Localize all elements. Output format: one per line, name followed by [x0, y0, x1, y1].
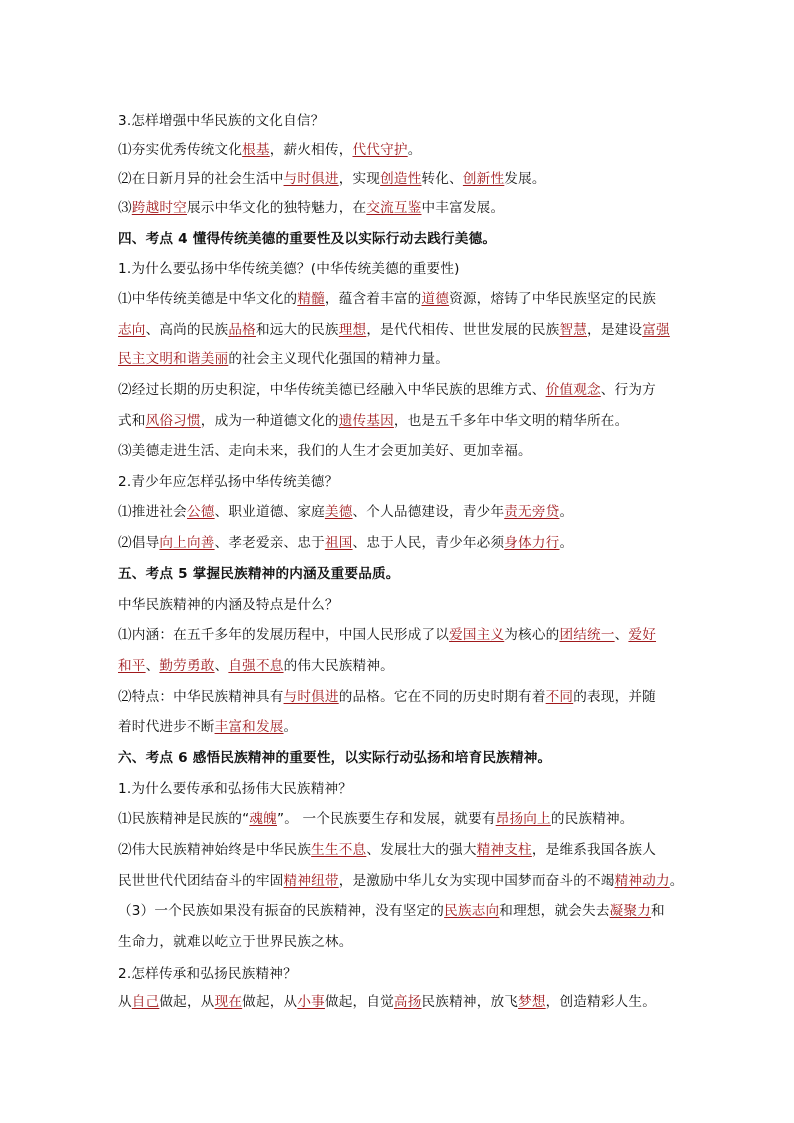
keyword-underlined: 爱好 [628, 627, 657, 643]
text-segment: 五、考点 5 掌握民族精神的内涵及重要品质。 [118, 566, 400, 582]
text-segment: 。 [407, 142, 422, 158]
keyword-underlined: 自强不息 [228, 658, 284, 674]
keyword-underlined: 遗传基因 [338, 413, 394, 429]
text-line [118, 289, 656, 309]
text-segment: 做起，从 [159, 994, 215, 1010]
text-segment: 1.为什么要弘扬中华传统美德？(中华传统美德的重要性) [118, 261, 460, 277]
keyword-underlined: 小事 [297, 994, 325, 1010]
keyword-underlined: 公德 [186, 504, 215, 520]
text-segment: 的伟大民族精神。 [283, 658, 394, 674]
text-line [118, 809, 634, 829]
text-segment: ，薪火相传， [269, 142, 353, 158]
keyword-underlined: 民主文明和谐美丽 [118, 351, 229, 367]
text-segment: ”。 一个民族要生存和发展，就要有 [276, 811, 496, 827]
text-segment: 2.青少年应怎样弘扬中华传统美德？ [118, 474, 339, 490]
text-segment: 的表现，并随 [573, 689, 656, 705]
text-segment: 3.怎样增强中华民族的文化自信？ [118, 113, 325, 129]
text-segment: ，是建设 [587, 322, 643, 338]
text-line [118, 169, 546, 189]
text-segment: 式和 [118, 413, 146, 429]
keyword-underlined: 与时俱进 [283, 689, 339, 705]
text-line [118, 380, 656, 400]
text-segment: ⑴夯实优秀传统文化 [118, 142, 243, 158]
text-line [118, 349, 449, 369]
text-segment: 、行为方 [600, 382, 656, 398]
text-segment: ⑶ [118, 200, 132, 216]
text-segment: 和 [651, 903, 665, 919]
text-segment: 的品格。它在不同的历史时期有着 [338, 689, 546, 705]
text-line [118, 932, 353, 952]
text-segment: 为核心的 [504, 627, 560, 643]
text-segment: 、 [145, 658, 160, 674]
keyword-underlined: 身体力行 [504, 535, 560, 551]
text-segment: 资源，熔铸了中华民族坚定的民族 [449, 291, 656, 307]
section-heading [118, 564, 400, 584]
text-line [118, 717, 297, 737]
text-segment: 、忠于人民，青少年必须 [352, 535, 505, 551]
keyword-underlined: 风俗习惯 [145, 413, 201, 429]
text-line [118, 687, 656, 707]
text-segment: 展示中华文化的独特魅力，在 [186, 200, 367, 216]
text-segment: ，是激励中华儿女为实现中国梦而奋斗的不竭 [338, 873, 615, 889]
question-line [118, 111, 324, 131]
keyword-underlined: 精髓 [297, 291, 325, 307]
text-segment: 1.为什么要传承和弘扬伟大民族精神？ [118, 781, 353, 797]
keyword-underlined: 精神纽带 [283, 873, 339, 889]
keyword-underlined: 跨越时空 [131, 200, 187, 216]
text-segment: ⑴民族精神是民族的“ [118, 811, 250, 827]
keyword-underlined: 高扬 [393, 994, 422, 1010]
text-segment: 、发展壮大的强大 [366, 842, 477, 858]
text-segment: 四、考点 4 懂得传统美德的重要性及以实际行动去践行美德。 [118, 231, 497, 247]
text-segment: 和远大的民族 [255, 322, 339, 338]
keyword-underlined: 交流互鉴 [366, 200, 422, 216]
keyword-underlined: 美德 [324, 504, 353, 520]
keyword-underlined: 爱国主义 [449, 627, 505, 643]
text-segment: ⑴内涵：在五千多年的发展历程中，中国人民形成了以 [118, 627, 450, 643]
text-segment: ⑶美德走进生活、走向未来，我们的人生才会更加美好、更加幸福。 [118, 443, 532, 459]
text-segment: ⑵在日新月异的社会生活中 [118, 171, 284, 187]
text-line [118, 840, 656, 860]
keyword-underlined: 祖国 [324, 535, 353, 551]
question-line [118, 259, 460, 279]
text-line [118, 625, 656, 645]
text-segment: 做起，从 [242, 994, 298, 1010]
text-segment: ⑵经过长期的历史积淀，中华传统美德已经融入中华民族的思维方式、 [118, 382, 546, 398]
text-segment: 的社会主义现代化强国的精神力量。 [228, 351, 450, 367]
question-line [118, 964, 297, 984]
keyword-underlined: 根基 [242, 142, 270, 158]
keyword-underlined: 道德 [421, 291, 450, 307]
text-segment: 从 [118, 994, 132, 1010]
text-line [118, 502, 573, 522]
question-line [118, 472, 338, 492]
keyword-underlined: 富强 [642, 322, 670, 338]
keyword-underlined: 不同 [545, 689, 574, 705]
text-segment: ，实现 [338, 171, 381, 187]
text-line [118, 871, 684, 891]
keyword-underlined: 代代守护 [352, 142, 408, 158]
text-segment: 着时代进步不断 [118, 719, 215, 735]
text-segment: 中丰富发展。 [421, 200, 505, 216]
text-segment: ，创造精彩人生。 [545, 994, 657, 1010]
text-segment: 、高尚的民族 [145, 322, 229, 338]
keyword-underlined: 凝聚力 [609, 903, 652, 919]
question-line [118, 595, 339, 615]
text-segment: 2.怎样传承和弘扬民族精神？ [118, 966, 297, 982]
keyword-underlined: 理想 [338, 322, 367, 338]
text-line [118, 411, 628, 431]
keyword-underlined: 自己 [131, 994, 160, 1010]
text-segment: ⑵伟大民族精神始终是中华民族 [118, 842, 312, 858]
keyword-underlined: 丰富和发展 [214, 719, 284, 735]
text-segment: 生命力，就难以屹立于世界民族之林。 [118, 934, 353, 950]
text-segment: 和理想，就会失去 [499, 903, 610, 919]
text-segment: 。 [559, 535, 574, 551]
keyword-underlined: 品格 [228, 322, 256, 338]
keyword-underlined: 精神动力 [614, 873, 670, 889]
keyword-underlined: 昂扬向上 [495, 811, 551, 827]
text-segment: 、孝老爱亲、忠于 [214, 535, 325, 551]
text-segment: 。 [559, 504, 574, 520]
text-segment: ，也是五千多年中华文明的精华所在。 [393, 413, 629, 429]
keyword-underlined: 与时俱进 [283, 171, 339, 187]
text-segment: 做起，自觉 [324, 994, 394, 1010]
text-line [118, 533, 573, 553]
keyword-underlined: 精神支柱 [476, 842, 532, 858]
text-segment: ⑵倡导 [118, 535, 160, 551]
text-line [118, 992, 656, 1012]
text-segment: 发展。 [504, 171, 546, 187]
keyword-underlined: 现在 [214, 994, 243, 1010]
text-segment: ，是维系我国各族人 [531, 842, 657, 858]
text-segment: 民族精神，放飞 [421, 994, 519, 1010]
keyword-underlined: 魂魄 [249, 811, 277, 827]
text-segment: 的民族精神。 [550, 811, 634, 827]
keyword-underlined: 创造性 [380, 171, 422, 187]
text-segment: ⑴推进社会 [118, 504, 187, 520]
text-segment: 转化、 [421, 171, 463, 187]
text-segment: （3）一个民族如果没有振奋的民族精神，没有坚定的 [118, 903, 445, 919]
text-segment: ，是代代相传、世世发展的民族 [366, 322, 560, 338]
text-segment: 。 [669, 873, 684, 889]
text-segment: 、个人品德建设，青少年 [352, 504, 505, 520]
text-line [118, 656, 394, 676]
text-segment: 中华民族精神的内涵及特点是什么？ [118, 597, 339, 613]
keyword-underlined: 勤劳勇敢 [159, 658, 215, 674]
text-segment: ⑴中华传统美德是中华文化的 [118, 291, 298, 307]
text-line [118, 140, 422, 160]
keyword-underlined: 价值观念 [545, 382, 601, 398]
text-segment: 、 [614, 627, 629, 643]
keyword-underlined: 民族志向 [444, 903, 500, 919]
keyword-underlined: 志向 [118, 322, 146, 338]
text-segment: 、 [214, 658, 229, 674]
section-heading [118, 748, 551, 768]
keyword-underlined: 梦想 [518, 994, 546, 1010]
text-segment: 六、考点 6 感悟民族精神的重要性，以实际行动弘扬和培育民族精神。 [118, 750, 552, 766]
text-segment: ，蕴含着丰富的 [324, 291, 422, 307]
text-segment: 、职业道德、家庭 [214, 504, 325, 520]
question-line [118, 779, 352, 799]
keyword-underlined: 向上向善 [159, 535, 215, 551]
keyword-underlined: 创新性 [462, 171, 505, 187]
text-segment: 民世世代代团结奋斗的牢固 [118, 873, 284, 889]
text-line [118, 901, 665, 921]
text-segment: ，成为一种道德文化的 [200, 413, 339, 429]
text-segment: ⑵特点：中华民族精神具有 [118, 689, 284, 705]
keyword-underlined: 生生不息 [311, 842, 367, 858]
keyword-underlined: 责无旁贷 [504, 504, 560, 520]
text-line [118, 441, 532, 461]
text-segment: 。 [283, 719, 298, 735]
text-line [118, 320, 670, 340]
section-heading [118, 229, 496, 249]
keyword-underlined: 智慧 [559, 322, 588, 338]
keyword-underlined: 和平 [118, 658, 146, 674]
text-line [118, 198, 504, 218]
keyword-underlined: 团结统一 [559, 627, 615, 643]
